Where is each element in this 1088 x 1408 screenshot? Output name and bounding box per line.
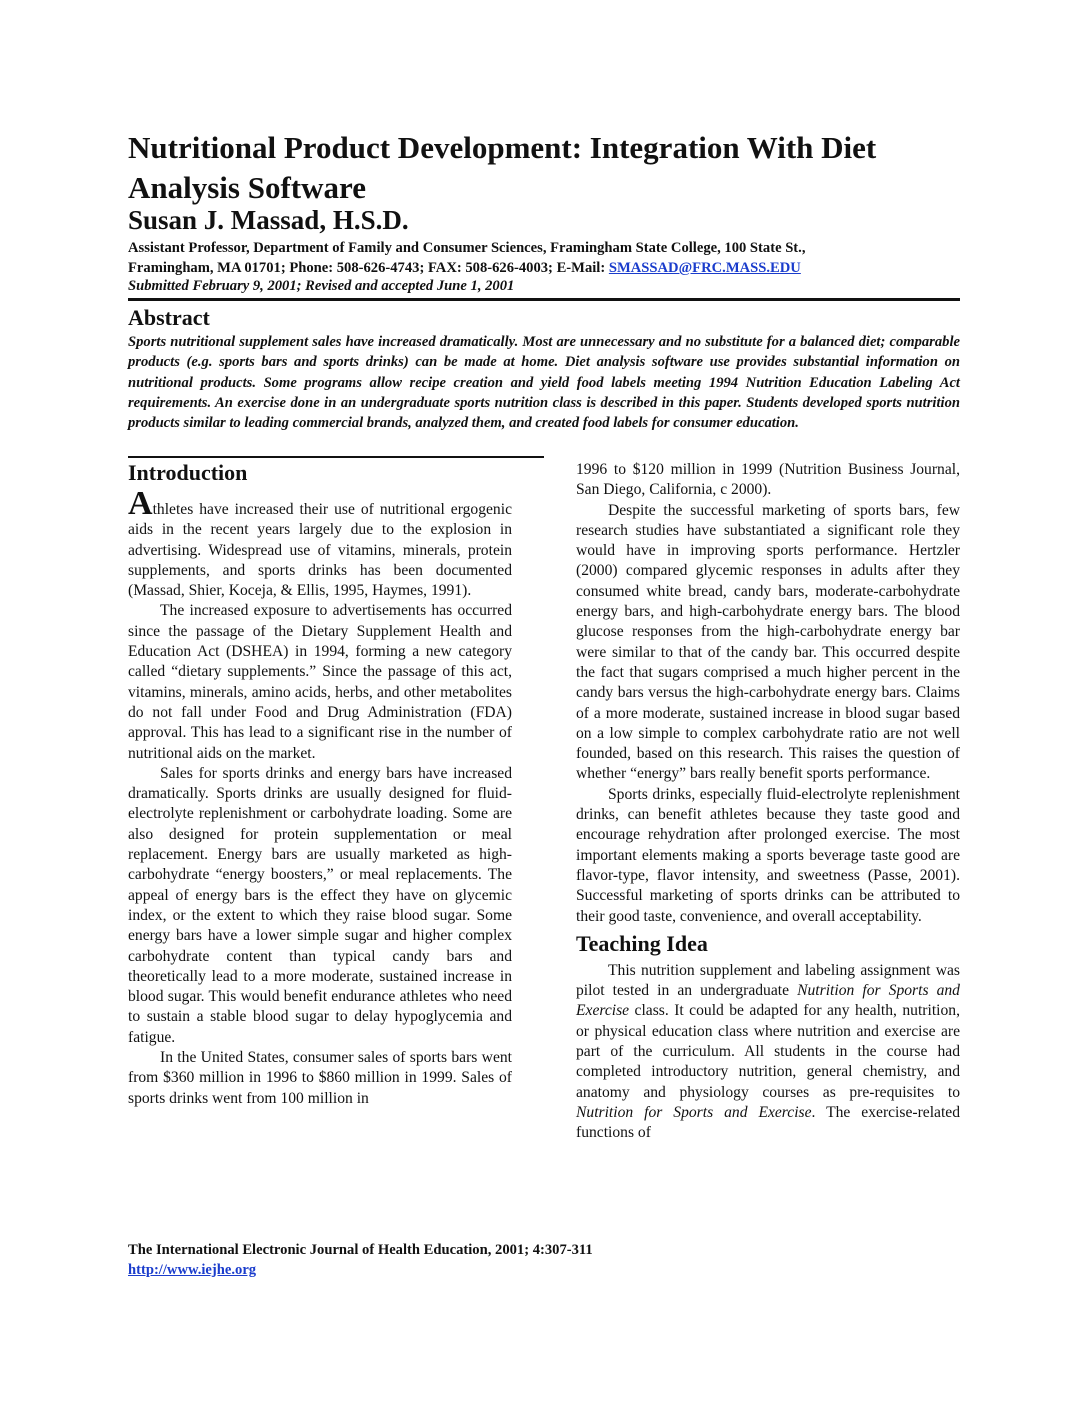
affiliation-line-1: Assistant Professor, Department of Family and Consumer Sciences, Framingham State College, 100 State St., xyxy=(128,240,806,256)
introduction-heading: Introduction xyxy=(128,460,248,485)
teaching-text-1: This nutrition supplement and labeling assignment was pilot tested in an undergraduate xyxy=(576,961,960,1000)
teaching-idea-paragraph xyxy=(576,961,960,1144)
intro-paragraph-1-text: thletes have increased their use of nutritional ergogenic aids in the recent years largely due to the explosion in advertising. Widespread use of vitamins, minerals, protein supplements, and sports drinks has been documented (Massad, Shier, Koceja, & Ellis, 1995, Haymes, 1991). xyxy=(128,501,512,600)
intro-paragraph-6: Sports drinks, especially fluid-electrolyte replenishment drinks, can benefit athletes because they taste good and encourage rehydration after prolonged exercise. The most important elements making a sports beverage taste good are flavor-type, flavor intensity, and sweetness (Passe, 2001). Successful marketing of sports drinks can be attributed to their good taste, convenience, and overall acceptability. xyxy=(576,785,960,925)
teaching-text-3: . The exercise-related functions of xyxy=(576,1103,960,1142)
page-footer xyxy=(128,1240,960,1280)
teaching-idea-heading: Teaching Idea xyxy=(576,930,708,956)
left-column xyxy=(128,458,512,1109)
intro-paragraph-2: The increased exposure to advertisements has occurred since the passage of the Dietary Supplement Health and Education Act (DSHEA) in 1994, forming a new category called “dietary supplements.” Since the passage of this act, vitamins, minerals, amino acids, herbs, and other metabolites do not fall under Food and Drug Administration (FDA) approval. This has lead to a significant rise in the number of nutritional aids on the market. xyxy=(128,602,512,762)
intro-paragraph-3: Sales for sports drinks and energy bars have increased dramatically. Sports drinks are usually designed for fluid-electrolyte replenishment or carbohydrate loading. Some are also designed for protein supplementation or meal replacement. Energy bars are usually marketed as high-carbohydrate “energy boosters,” or meal replacements. The appeal of energy bars is the effect they have on glycemic index, or the extent to which they raise blood sugar. Some energy bars have a lower simple sugar and higher complex carbohydrate content than typical candy bars and theoretically lead to a more moderate, sustained increase in blood sugar. This would benefit endurance athletes who need to sustain a stable blood sugar to delay hypoglycemia and fatigue. xyxy=(128,764,512,1046)
affiliation-line-2: Framingham, MA 01701; Phone: 508-626-4743; FAX: 508-626-4003; E-Mail: xyxy=(128,260,609,276)
intro-paragraph-5: Despite the successful marketing of sports bars, few research studies have substantiated a significant role they would have in improving sports performance. Hertzler (2000) compared glycemic responses in adults after they consumed white bread, candy bars, moderate-carbohydrate energy bars, and high-carbohydrate energy bars. The blood glucose responses from the high-carbohydrate energy bar were similar to that of the candy bar. This occurred despite the fact that sugars comprised a much higher percent in the candy bars versus the high-carbohydrate energy bars. Claims of a more moderate, sustained increase in blood sugar based on a low simple to complex carbohydrate ratio are not well founded, based on this research. This raises the question of whether “energy” bars really benefit sports performance. xyxy=(576,501,960,783)
author-affiliation xyxy=(128,238,960,278)
submission-dates: Submitted February 9, 2001; Revised and accepted June 1, 2001 xyxy=(128,278,515,294)
header-divider xyxy=(128,298,960,301)
course-name-2: Nutrition for Sports and Exercise xyxy=(576,1103,812,1121)
intro-paragraph-4-continued: 1996 to $120 million in 1999 (Nutrition Business Journal, San Diego, California, c 2000). xyxy=(576,461,960,499)
right-column xyxy=(576,460,960,1144)
intro-paragraph-1 xyxy=(128,485,512,601)
abstract-heading: Abstract xyxy=(128,305,210,330)
author-email-link[interactable]: SMASSAD@FRC.MASS.EDU xyxy=(608,260,801,276)
journal-url-link[interactable]: http://www.iejhe.org xyxy=(128,1262,257,1278)
abstract-text: Sports nutritional supplement sales have increased dramatically. Most are unnecessary and no substitute for a balanced diet; comparable products (e.g. sports bars and sports drinks) can be made at home. Diet analysis software use provides substantial information on nutritional products. Some programs allow recipe creation and yield food labels meeting 1994 Nutrition Education Labeling Act requirements. An exercise done in an undergraduate sports nutrition class is described in this paper. Students developed sports nutrition products similar to leading commercial brands, analyzed them, and created food labels for consumer education. xyxy=(128,334,960,432)
paper-title: Nutritional Product Development: Integration With Diet Analysis Software xyxy=(128,130,877,205)
author-name: Susan J. Massad, H.S.D. xyxy=(128,205,409,235)
teaching-text-2: class. It could be adapted for any health, nutrition, or physical education class where nutrition and exercise are part of the curriculum. All students in the course had completed introductory nutrition, general chemistry, and anatomy and physiology courses as pre-requisites to xyxy=(576,1002,960,1101)
course-name-1: Nutrition for Sports and Exercise xyxy=(576,982,960,1020)
journal-citation: The International Electronic Journal of Health Education, 2001; 4:307-311 xyxy=(128,1242,593,1258)
intro-paragraph-4: In the United States, consumer sales of sports bars went from $360 million in 1996 to $860 million in 1999. Sales of sports drinks went from 100 million in xyxy=(128,1049,512,1107)
drop-cap: A xyxy=(128,485,153,522)
